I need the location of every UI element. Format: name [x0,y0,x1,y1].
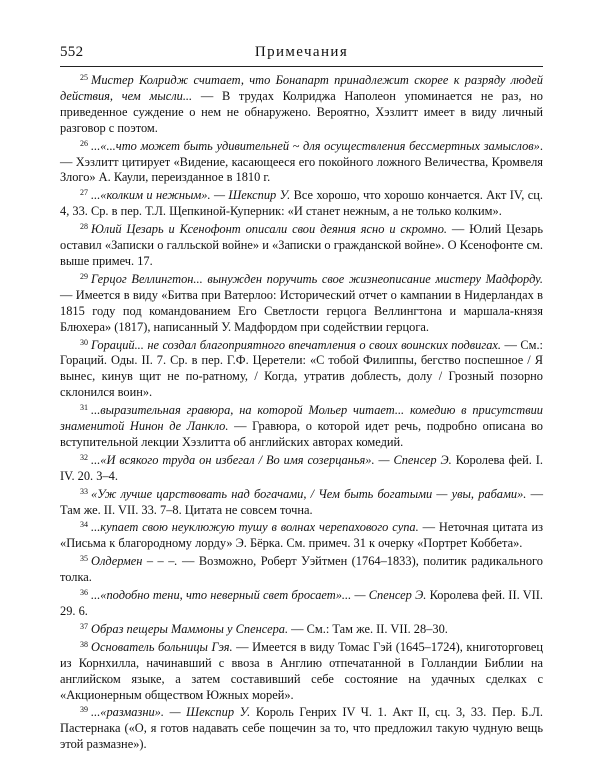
note-text: — Имеется в виду Томас Гэй (1645–1724), книготорговец из Корнхилла, начинавший с ввоза в Англию отпечатанной в Голландии Библии на английском языке, а затем составивший себе состояние на удачных сделках с «Акционерным обществом Южных морей». [60,639,544,702]
note-text: — Возможно, Роберт Уэйтмен (1764–1833), политик радикального толка. [60,554,543,585]
note-quote: ...«И всякого труда он избегал / Во имя созерцанья». — Спенсер Э. [91,452,452,467]
note-38 [60,640,543,704]
note-number: 35 [80,554,88,564]
note-number: 29 [80,271,88,281]
note-quote: ...«...что может быть удивительней ~ для осуществления бессмертных замыслов» [91,138,540,153]
note-text: — См.: Гораций. Оды. II. 7. Ср. в пер. Г.Ф. Церетели: «С тобой Филиппы, бегство поспешное / Я вынес, кинув щит не по-ратному, / Когда, утратив доблесть, долу / Грозный позорно склонился воин». [60,337,543,400]
note-34 [60,520,543,552]
note-number: 36 [80,588,88,598]
running-title: Примечания [254,44,349,60]
note-text: — См.: Там же. II. VII. 28–30. [288,621,448,636]
note-number: 38 [80,639,88,649]
note-number: 37 [80,621,88,631]
note-text: — Имеется в виду «Битва при Ватерлоо: Исторический отчет о кампании в Нидерландах в 1815 году под командованием Его Светлости герцога Веллингтона и маршала-князя Блюхера» (1817), написанный У. Мадфордом при содействии герцога. [60,287,543,334]
note-quote: Юлий Цезарь и Ксенофонт описали свои деяния ясно и скромно. [91,222,447,237]
note-32 [60,453,543,485]
note-quote: «Уж лучше царствовать над богачами, / Чем быть богатыми — увы, рабами». [91,486,527,501]
note-text: Королева фей. I. IV. 20. 3–4. [60,452,543,483]
note-33 [60,487,543,519]
note-number: 39 [80,705,88,715]
note-text: — В трудах Колриджа Наполеон упоминается не раз, но приведенное суждение о нем не обнаружено. Вероятно, Хэзлитт имеет в виду личный разговор с поэтом. [60,88,543,135]
note-text: — Неточная цитата из «Письма к благородному лорду» Э. Бёрка. См. примеч. 31 к очерку «Портрет Коббета». [60,520,543,551]
note-text: Королева фей. II. VII. 29. 6. [60,588,543,618]
note-quote: Олдермен – – –. [91,554,178,569]
note-number: 25 [80,73,88,82]
note-number: 34 [80,520,88,530]
note-text: — Юлий Цезарь оставил «Записки о галльской войне» и «Записки о гражданской войне». О Ксенофонте см. выше примеч. 17. [60,222,543,268]
note-text: Все хорошо, что хорошо кончается. Акт IV, сц. 4, 33. Ср. в пер. Т.Л. Щепкиной-Куперник: «И станет нежным, а не только колким». [60,188,543,219]
note-35 [60,554,543,586]
note-36 [60,588,543,620]
note-26 [60,139,543,187]
note-quote: Гораций... не создал благоприятного впечатления о своих воинских подвигах. [91,337,501,352]
note-29 [60,272,543,336]
note-27 [60,188,543,220]
note-number: 27 [80,188,88,198]
page-header [60,44,543,64]
note-quote: Герцог Веллингтон... вынужден поручить свое жизнеописание мистеру Мадфорду. [91,271,543,286]
notes-list [60,73,543,755]
page-number: 552 [60,44,84,60]
note-quote: ...«колким и нежным». — Шекспир У. [91,188,291,203]
note-text: Король Генрих IV Ч. 1. Акт II, сц. 3, 33. Пер. Б.Л. Пастернака («О, я готов надавать себе пощечин за то, что предложил такую чудную вещь этой размазне»). [60,705,543,752]
note-quote: ...купает свою неуклюжую тушу в волнах черепахового супа. [91,520,419,535]
note-quote: Образ пещеры Маммоны у Спенсера. [91,621,289,636]
note-37 [60,622,543,638]
note-number: 33 [80,486,88,496]
note-31 [60,403,543,451]
note-30 [60,338,543,402]
note-quote: Мистер Колридж считает, что Бонапарт принадлежит скорее к разряду людей действия, чем мысли... [60,73,543,103]
note-number: 26 [80,138,88,148]
header-rule [60,66,543,67]
note-number: 32 [80,452,88,462]
note-quote: ...«размазни». — Шекспир У. [91,705,251,720]
note-text: — Гравюра, о которой идет речь, подробно описана во вступительной лекции Хэзлитта об английских авторах комедий. [60,419,544,449]
note-25 [60,73,543,137]
note-28 [60,222,543,270]
note-text: . — Хэзлитт цитирует «Видение, касающееся его покойного ложного Величества, Кромвеля Злого» А. Каули, переизданное в 1810 г. [60,138,543,185]
note-quote: ...выразительная гравюра, на которой Мольер читает... комедию в присутствии знаменитой Нинон де Ланкло. [60,403,543,434]
note-text: — Там же. II. VII. 33. 7–8. Цитата не совсем точна. [60,486,543,517]
note-number: 28 [80,222,88,232]
note-number: 31 [80,403,88,413]
note-quote: ...«подобно тени, что неверный свет бросает»... — Спенсер Э. [91,588,427,603]
note-39 [60,705,543,753]
note-quote: Основатель больницы Гэя. [91,639,233,654]
note-number: 30 [80,337,88,347]
